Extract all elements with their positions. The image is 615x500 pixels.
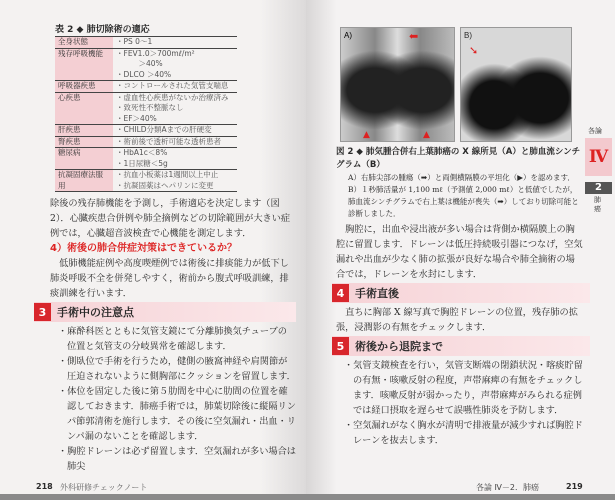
paragraph: 直ちに胸部 X 線写真で胸腔ドレーンの位置，残存肺の拡張，浸潤影の有無をチェックします．	[336, 307, 578, 333]
row-value	[113, 48, 237, 81]
value-line: ＞40%	[116, 59, 163, 68]
table-row	[55, 92, 237, 125]
figure-note-a: A）右肺尖部の腫瘍（➡）と両側横隔膜の平坦化（▶）を認めます．	[348, 173, 575, 182]
row-label: 呼吸器疾患	[55, 81, 113, 93]
paragraph: 胸腔に，出血や浸出液が多い場合は背側か横隔膜上の胸腔に留置します．ドレーンは低圧持続吸引器につなげ，空気漏れや出血が少なく肺の拡張が良好な場合や肺全摘術の場合では，ドレーンを水封にします．	[336, 224, 583, 280]
right-page	[306, 0, 615, 494]
value-line: ・コントロールされた気管支喘息	[116, 81, 229, 90]
value-line: ・CHILD分類Aまでの肝硬変	[116, 125, 212, 134]
section-number: 4	[332, 284, 349, 302]
tab-number: 2	[585, 182, 612, 194]
row-label: 腎疾患	[55, 136, 113, 148]
section-title: 術後から退院まで	[355, 340, 443, 353]
image-label: B)	[464, 31, 472, 40]
row-label: 心疾患	[55, 92, 113, 125]
value-line: ・PS 0〜1	[116, 37, 153, 46]
value-line: ・HbA1c＜8%	[116, 148, 168, 157]
subheading: 4）術後の肺合併症対策はできているか？	[50, 243, 237, 254]
row-value	[113, 81, 237, 93]
row-label: 糖尿病	[55, 148, 113, 170]
arrow-icon: ⬅	[409, 30, 419, 43]
bullet-item: ・胸腔ドレーンは必ず留置します．空気漏れが多い場合は肺尖	[58, 446, 296, 472]
section-title: 手術直後	[355, 287, 399, 300]
figure-note-b: B）１秒肺活量が 1,100 mℓ（予測値 2,000 mℓ）と低値でしたが，肺血流シンチグラムで右上葉は機能が喪失（➡）しており切除可能と診断しました．	[348, 185, 579, 218]
row-label: 肝疾患	[55, 125, 113, 137]
left-text-column	[38, 196, 296, 474]
tab-category: 各論	[588, 127, 602, 135]
value-line: ・FEV1.0＞700mℓ/m²	[116, 48, 195, 58]
page-number: 218	[36, 482, 53, 491]
arrow-icon: ➘	[469, 44, 479, 57]
value-line: ・DLCO ＞40%	[116, 69, 172, 79]
right-text-column	[336, 146, 584, 448]
value-line: ・1日尿糖＜5g	[116, 158, 168, 168]
book-title: 外科研修チェックノート	[60, 483, 148, 492]
table-row	[55, 48, 237, 81]
table-row	[55, 37, 237, 49]
value-line: ・虚血性心疾患がないか治療済み	[116, 92, 229, 102]
tab-roman: Ⅳ	[585, 138, 612, 176]
table-row	[55, 148, 237, 170]
arrowhead-icon: ▲	[363, 130, 370, 140]
value-line: ・術前後で透析可能な透析患者	[116, 136, 221, 146]
table-row	[55, 170, 237, 192]
row-label: 抗凝固療法服用	[55, 170, 113, 192]
section-title: 手術中の注意点	[57, 306, 134, 319]
value-line: ・EF＞40%	[116, 113, 157, 123]
table-row	[55, 136, 237, 148]
section-number: 3	[34, 303, 51, 321]
paragraph: 除後の残存肺機能を予測し，手術適応を決定します（図 2）．心臓疾患合併例や肺全摘例などの切除範囲が大きい症例では，心臓超音波検査で心機能を測定します．	[50, 198, 291, 239]
indication-table	[55, 36, 237, 192]
arrowhead-icon: ▲	[423, 130, 430, 140]
section-4-heading	[332, 283, 590, 303]
bullet-list	[50, 324, 296, 474]
table-row	[55, 81, 237, 93]
row-value	[113, 125, 237, 137]
section-number: 5	[332, 337, 349, 355]
xray-image-a	[340, 27, 455, 142]
scintigram-image-b	[460, 27, 572, 142]
value-line: ・致死性不整脈なし	[116, 103, 184, 112]
page-number: 219	[566, 482, 583, 491]
bullet-list	[336, 358, 584, 448]
row-value	[113, 136, 237, 148]
row-value	[113, 148, 237, 170]
left-page	[0, 0, 306, 494]
table-row	[55, 125, 237, 137]
row-value	[113, 37, 237, 49]
row-value	[113, 170, 237, 192]
tab-label: 肺癌	[594, 196, 601, 213]
section-5-heading	[332, 336, 590, 356]
row-label: 全身状態	[55, 37, 113, 49]
bullet-item: ・空気漏れがなく胸水が清明で排液量が減少すれば胸腔ドレーンを抜去します．	[344, 420, 583, 446]
value-line: ・抗凝固薬はヘパリンに変更	[116, 180, 214, 190]
section-3-heading	[34, 302, 296, 322]
row-label: 残存呼吸機能	[55, 48, 113, 81]
bullet-item: ・気管支鏡検査を行い，気管支断端の閉鎖状況・喀痰貯留の有無・咳嗽反射の程度，声帯麻痺の有無をチェックします．咳嗽反射が弱かったり，声帯麻痺がみられる症例では経口摂取を遅らせて誤嚥性肺炎を予防します．	[344, 360, 583, 416]
bullet-item: ・体位を固定した後に第５肋間を中心に肋間の位置を確認しておきます．肺癌手術では，肺葉切除後に縦隔リンパ節郭清術を施行します．その後に空気漏れ・出血・リンパ漏のないことを確認します．	[58, 386, 296, 442]
bullet-item: ・麻酔科医とともに気管支鏡にて分離肺換気チューブの位置と気管支の分岐異常を確認します．	[58, 326, 287, 352]
image-label: A)	[344, 31, 352, 40]
table-caption: 表 2 ◆ 肺切除術の適応	[55, 25, 150, 35]
bullet-item: ・側臥位で手術を行うため，健側の腋窩神経や肩関節が圧迫されないように側胸部にクッションを留置します．	[58, 356, 296, 382]
row-value	[113, 92, 237, 125]
figure-caption: 図 2 ◆ 肺気腫合併右上葉肺癌の X 線所見（A）と肺血流シンチグラム（B）	[336, 147, 581, 170]
footer-section: 各論 Ⅳ－2．肺癌	[476, 483, 540, 492]
paragraph: 低肺機能症例や高度喫煙例では術後に排痰能力が低下し肺炎呼吸不全を併発しやすく，術前から腹式呼吸訓練，排痰訓練を行います．	[50, 258, 289, 299]
value-line: ・抗血小板薬は1週間以上中止	[116, 170, 219, 179]
